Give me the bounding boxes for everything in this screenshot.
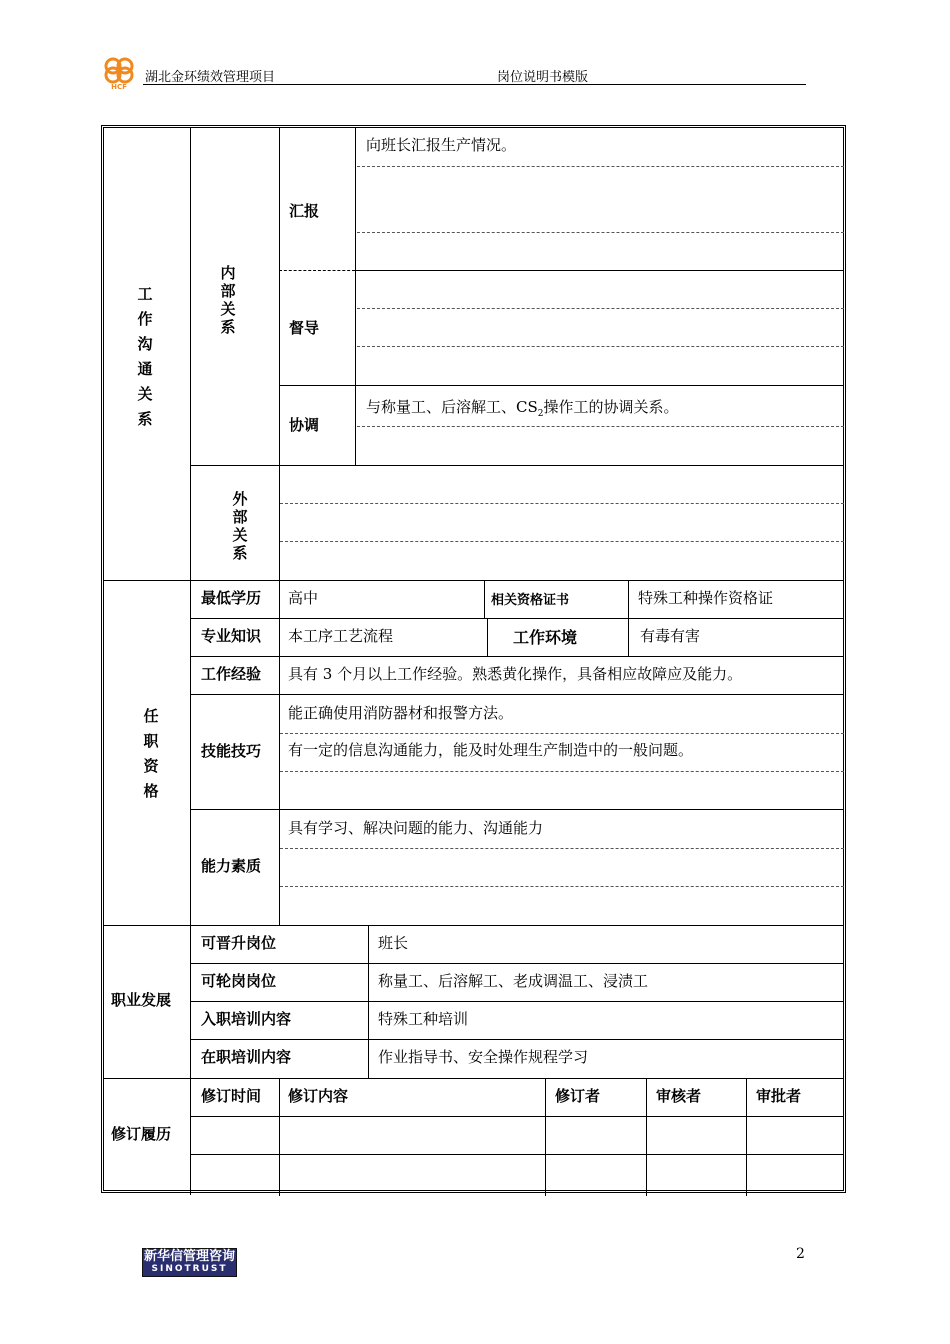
divider [190, 694, 844, 695]
blank-line [280, 733, 844, 734]
svg-text:HCF: HCF [111, 83, 127, 90]
blank-line [357, 308, 844, 309]
label-internal: 内部关系 [220, 264, 236, 336]
divider [484, 580, 485, 618]
blank-line [357, 426, 844, 427]
divider [190, 963, 844, 964]
header-reviser: 修订者 [555, 1087, 601, 1105]
divider [545, 1078, 546, 1196]
divider [190, 1001, 844, 1002]
section-title-career: 职业发展 [111, 991, 172, 1009]
label-external: 外部关系 [232, 490, 248, 562]
project-name: 湖北金环绩效管理项目 [145, 70, 276, 85]
value-education: 高中 [288, 589, 319, 607]
value-onjob-training: 作业指导书、安全操作规程学习 [378, 1048, 589, 1066]
divider [104, 925, 844, 926]
blank-line [280, 771, 844, 772]
divider [104, 580, 844, 581]
label-education: 最低学历 [201, 589, 262, 607]
blank-line [280, 886, 844, 887]
blank-line [357, 166, 844, 167]
header-reviewer: 审核者 [656, 1087, 702, 1105]
divider [190, 465, 844, 466]
page-number: 2 [796, 1246, 805, 1262]
header-revision-content: 修订内容 [288, 1087, 349, 1105]
divider [190, 656, 844, 657]
divider [190, 809, 844, 810]
section-title-communication: 工作沟通关系 [137, 285, 153, 428]
value-rotation: 称量工、后溶解工、老成调温工、浸渍工 [378, 972, 649, 990]
value-skill-1: 能正确使用消防器材和报警方法。 [288, 704, 514, 722]
blank-line [357, 346, 844, 347]
value-environment: 有毒有害 [640, 627, 701, 645]
divider [279, 580, 280, 925]
label-environment: 工作环境 [513, 628, 578, 647]
divider [279, 270, 355, 271]
section-title-qualification: 任职资格 [143, 707, 159, 800]
label-onboarding-training: 入职培训内容 [201, 1010, 292, 1028]
label-knowledge: 专业知识 [201, 627, 262, 645]
label-report: 汇报 [289, 202, 320, 220]
divider [487, 618, 488, 656]
divider [746, 1078, 747, 1196]
blank-line [280, 541, 844, 542]
blank-line [357, 232, 844, 233]
doc-title: 岗位说明书模版 [497, 70, 589, 85]
blank-line [280, 848, 844, 849]
value-experience: 具有 3 个月以上工作经验。熟悉黄化操作，具备相应故障应及能力。 [288, 665, 743, 683]
value-skill-2: 有一定的信息沟通能力，能及时处理生产制造中的一般问题。 [288, 741, 694, 759]
divider [190, 1039, 844, 1040]
value-ability: 具有学习、解决问题的能力、沟通能力 [288, 819, 544, 837]
header-approver: 审批者 [756, 1087, 802, 1105]
blank-line [280, 503, 844, 504]
label-experience: 工作经验 [201, 665, 262, 683]
divider [190, 128, 191, 1195]
label-skills: 技能技巧 [201, 742, 262, 760]
value-onboarding-training: 特殊工种培训 [378, 1010, 469, 1028]
coordinate-text: 与称量工、后溶解工、$CS_2$操作工的协调关系。 [366, 398, 679, 419]
divider [279, 1078, 280, 1196]
divider [190, 1154, 844, 1155]
section-title-revision: 修订履历 [111, 1125, 172, 1143]
consultancy-logo: 新华信管理咨询 SINOTRUST [142, 1248, 237, 1277]
label-supervise: 督导 [289, 319, 320, 337]
job-description-table [101, 125, 846, 1193]
label-coordinate: 协调 [289, 416, 320, 434]
divider [190, 1116, 844, 1117]
divider [355, 128, 356, 466]
label-certificate: 相关资格证书 [491, 593, 570, 608]
label-rotation: 可轮岗岗位 [201, 972, 277, 990]
label-promotion: 可晋升岗位 [201, 934, 277, 952]
divider [646, 1078, 647, 1196]
value-promotion: 班长 [378, 934, 409, 952]
value-certificate: 特殊工种操作资格证 [638, 589, 774, 607]
divider [279, 385, 844, 386]
company-logo [102, 54, 142, 90]
divider [190, 618, 844, 619]
report-text: 向班长汇报生产情况。 [366, 136, 517, 154]
value-knowledge: 本工序工艺流程 [288, 627, 394, 645]
label-ability: 能力素质 [201, 857, 262, 875]
label-onjob-training: 在职培训内容 [201, 1048, 292, 1066]
divider [355, 270, 844, 271]
divider [104, 1078, 844, 1079]
header-rule [143, 84, 806, 85]
divider [279, 128, 280, 580]
header-revision-time: 修订时间 [201, 1087, 262, 1105]
